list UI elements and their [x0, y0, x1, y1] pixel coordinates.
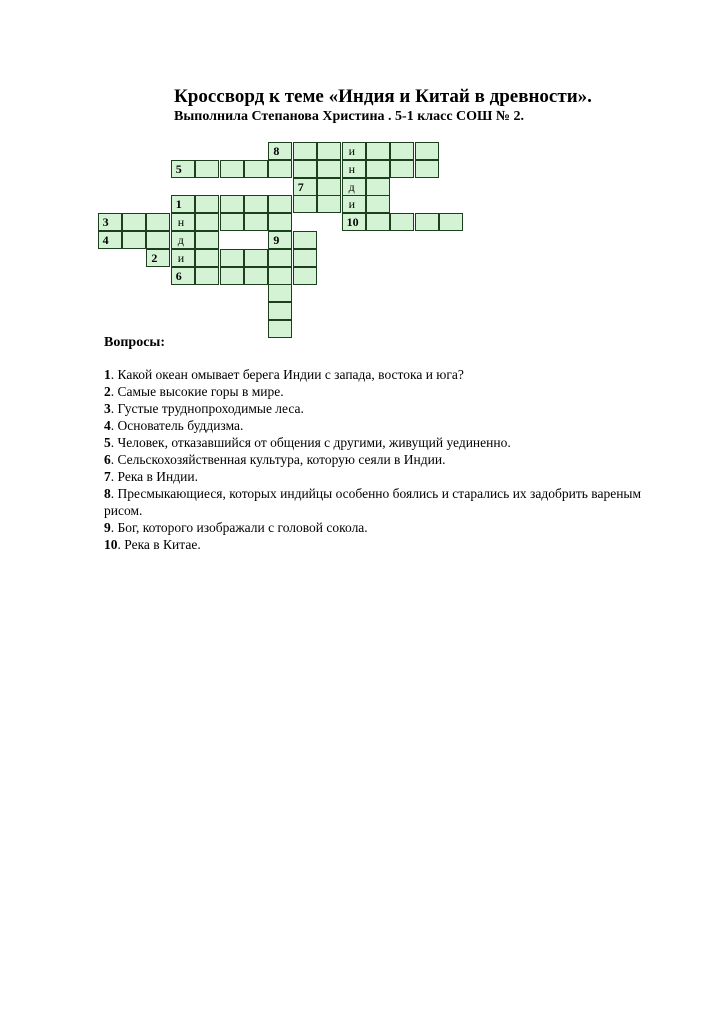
- question-text: . Основатель буддизма.: [110, 418, 244, 433]
- question-text: . Пресмыкающиеся, которых индийцы особенно боялись и старались их задобрить вареным рисом.: [104, 486, 642, 518]
- crossword-cell: [268, 142, 292, 160]
- crossword-cell: [268, 284, 292, 302]
- clue-number: 1: [175, 197, 182, 212]
- given-letter: д: [348, 179, 355, 194]
- crossword-cell: [244, 160, 268, 178]
- crossword-cell: [244, 213, 268, 231]
- given-letter: и: [348, 197, 356, 212]
- question-item: [104, 400, 664, 417]
- crossword-cell: [390, 142, 414, 160]
- question-text: . Густые труднопроходимые леса.: [110, 401, 304, 416]
- question-text: . Река в Индии.: [110, 469, 198, 484]
- question-text: . Бог, которого изображали с головой сокола.: [110, 520, 368, 535]
- crossword-cell: [342, 142, 366, 160]
- crossword-cell: [293, 142, 317, 160]
- question-text: . Самые высокие горы в мире.: [110, 384, 284, 399]
- question-text: . Какой океан омывает берега Индии с запада, востока и юга?: [110, 367, 464, 382]
- crossword-cell: [390, 160, 414, 178]
- crossword-cell: [220, 249, 244, 267]
- crossword-cell: [317, 195, 341, 213]
- crossword-cell: [317, 160, 341, 178]
- crossword-cell: [366, 178, 390, 196]
- clue-number: 2: [151, 250, 158, 265]
- question-item: [104, 434, 664, 451]
- crossword-cell: [146, 249, 170, 267]
- crossword-cell: [220, 160, 244, 178]
- clue-number: 3: [102, 215, 109, 230]
- question-number: 2: [104, 384, 111, 399]
- crossword-cell: [293, 267, 317, 285]
- crossword-cell: [146, 213, 170, 231]
- crossword-cell: [244, 249, 268, 267]
- question-text: . Сельскохозяйственная культура, которую сеяли в Индии.: [110, 452, 446, 467]
- page-subtitle: Выполнила Степанова Христина . 5-1 класс СОШ № 2.: [174, 109, 524, 124]
- questions-list: [104, 366, 664, 553]
- question-item: [104, 366, 664, 383]
- crossword-cell: [415, 213, 439, 231]
- given-letter: д: [177, 233, 184, 247]
- given-letter: н: [177, 215, 185, 230]
- crossword-cell: [342, 160, 366, 178]
- crossword-cell: [439, 213, 463, 231]
- crossword-cell: [98, 213, 122, 231]
- crossword-cell: [268, 195, 292, 213]
- crossword-cell: [171, 267, 195, 285]
- crossword-cell: [293, 231, 317, 249]
- crossword-cell: [415, 160, 439, 178]
- crossword-cell: [171, 213, 195, 231]
- crossword-cell: [342, 195, 366, 213]
- question-number: 6: [104, 452, 111, 467]
- questions-heading: Вопросы:: [104, 335, 165, 350]
- crossword-cell: [268, 160, 292, 178]
- crossword-cell: [293, 195, 317, 213]
- crossword-cell: [195, 195, 219, 213]
- crossword-cell: [317, 178, 341, 196]
- crossword-cell: [268, 267, 292, 285]
- question-number: 9: [104, 520, 111, 535]
- question-item: [104, 468, 664, 485]
- crossword-cell: [98, 231, 122, 249]
- clue-number: 7: [297, 179, 304, 194]
- question-item: [104, 417, 664, 434]
- crossword-cell: [293, 249, 317, 267]
- crossword-cell: [220, 213, 244, 231]
- crossword-cell: [122, 231, 146, 249]
- crossword-cell: [171, 231, 195, 249]
- crossword-cell: [366, 195, 390, 213]
- clue-number: 8: [273, 144, 280, 158]
- crossword-cell: [342, 213, 366, 231]
- crossword-cell: [244, 267, 268, 285]
- crossword-cell: [293, 178, 317, 196]
- question-number: 1: [104, 367, 111, 382]
- crossword-cell: [366, 213, 390, 231]
- crossword-cell: [171, 195, 195, 213]
- crossword-cell: [220, 267, 244, 285]
- clue-number: 10: [346, 215, 359, 230]
- question-item: [104, 383, 664, 400]
- given-letter: и: [348, 144, 356, 158]
- question-item: [104, 536, 664, 553]
- crossword-cell: [366, 142, 390, 160]
- question-number: 10: [104, 537, 118, 552]
- question-number: 3: [104, 401, 111, 416]
- crossword-cell: [195, 267, 219, 285]
- clue-number: 6: [175, 268, 182, 283]
- question-text: . Река в Китае.: [117, 537, 201, 552]
- crossword-cell: [366, 160, 390, 178]
- crossword-cell: [171, 249, 195, 267]
- crossword-cell: [244, 195, 268, 213]
- crossword-cell: [195, 160, 219, 178]
- crossword-cell: [317, 142, 341, 160]
- question-item: [104, 451, 664, 468]
- crossword-cell: [122, 213, 146, 231]
- crossword-cell: [171, 160, 195, 178]
- crossword-cell: [342, 178, 366, 196]
- question-item: [104, 485, 664, 519]
- question-number: 5: [104, 435, 111, 450]
- question-number: 8: [104, 486, 111, 501]
- crossword-cell: [268, 302, 292, 320]
- crossword-cell: [293, 160, 317, 178]
- crossword-cell: [415, 142, 439, 160]
- page-title: Кроссворд к теме «Индия и Китай в древности».: [174, 86, 592, 107]
- crossword-cell: [268, 231, 292, 249]
- given-letter: и: [177, 250, 185, 265]
- clue-number: 4: [102, 233, 109, 247]
- given-letter: н: [348, 161, 356, 176]
- crossword-cell: [268, 213, 292, 231]
- crossword-cell: [268, 249, 292, 267]
- question-text: . Человек, отказавшийся от общения с другими, живущий уединенно.: [110, 435, 511, 450]
- crossword-cell: [195, 249, 219, 267]
- clue-number: 9: [273, 233, 280, 247]
- crossword-cell: [390, 213, 414, 231]
- crossword-cell: [195, 213, 219, 231]
- crossword-cell: [220, 195, 244, 213]
- crossword-cell: [146, 231, 170, 249]
- crossword-cell: [195, 231, 219, 249]
- clue-number: 5: [175, 161, 182, 176]
- question-number: 7: [104, 469, 111, 484]
- question-item: [104, 519, 664, 536]
- crossword-cell: [268, 320, 292, 338]
- question-number: 4: [104, 418, 111, 433]
